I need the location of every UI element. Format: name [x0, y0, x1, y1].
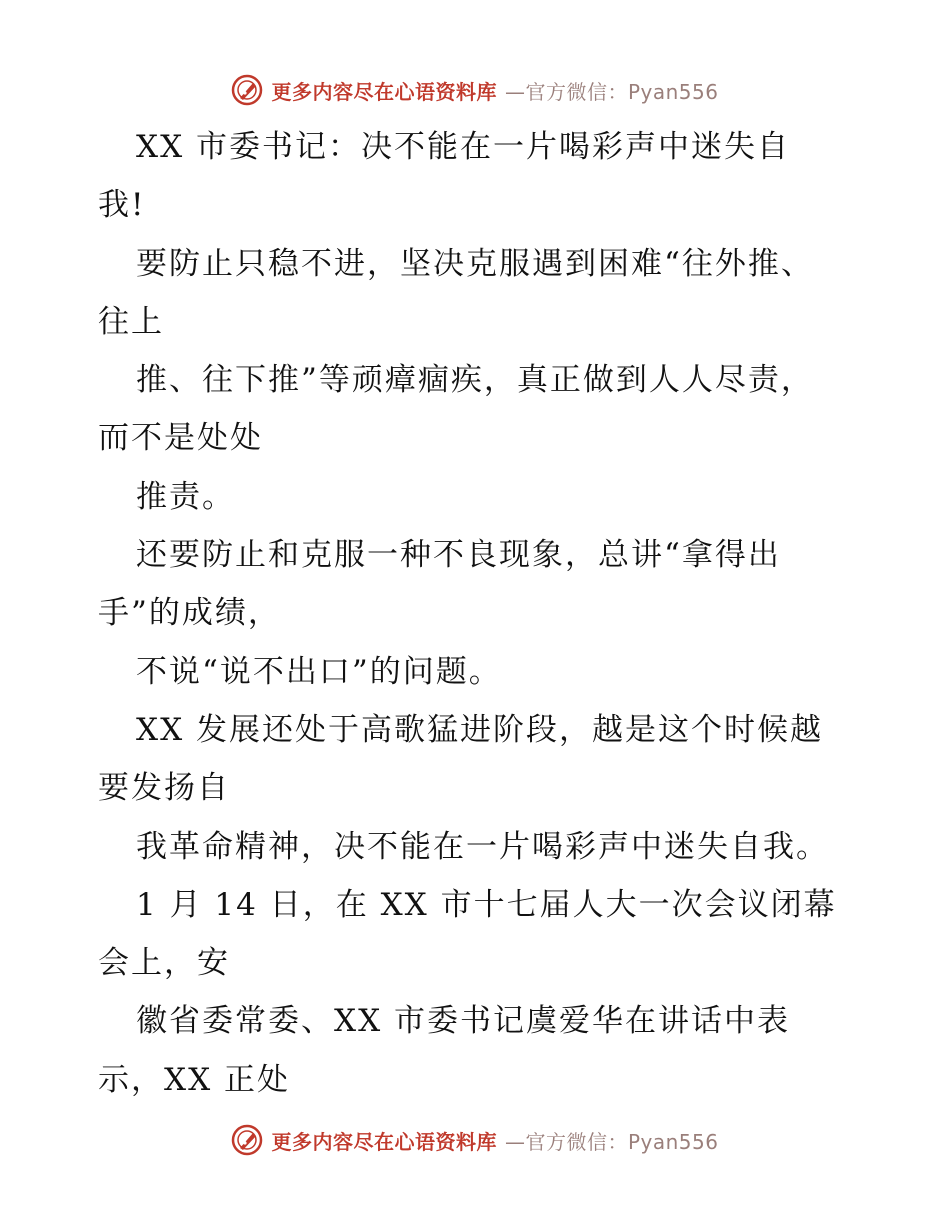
- pen-nib-logo-icon: [231, 1124, 263, 1156]
- footer-banner: [0, 1120, 950, 1160]
- text-line: XX 市委书记：决不能在一片喝彩声中迷失自: [136, 129, 790, 165]
- text-line: 要防止只稳不进，坚决克服遇到困难“往外推、: [136, 245, 814, 282]
- text-line: 我!: [98, 187, 146, 224]
- header-banner: [0, 70, 950, 110]
- text-line: 手”的成绩，: [98, 595, 281, 632]
- text-line: XX 发展还处于高歌猛进阶段，越是这个时候越: [136, 711, 823, 748]
- text-line: 会上，安: [98, 945, 230, 982]
- text-line: 1 月 14 日，在 XX 市十七届人大一次会议闭幕: [136, 886, 837, 923]
- banner-title: 更多内容尽在心语资料库: [271, 1129, 497, 1154]
- pen-nib-logo-icon: [231, 74, 263, 106]
- text-line: 我革命精神，决不能在一片喝彩声中迷失自我。: [136, 828, 829, 865]
- text-line: 徽省委常委、XX 市委书记虞爱华在讲话中表: [136, 1003, 790, 1040]
- text-line: 要发扬自: [98, 770, 230, 807]
- text-line: 推责。: [136, 478, 235, 515]
- text-line: 不说“说不出口”的问题。: [136, 653, 502, 690]
- banner-title: 更多内容尽在心语资料库: [271, 79, 497, 104]
- banner-wechat: —官方微信：Pyan556: [504, 1129, 719, 1154]
- document-body: [98, 118, 858, 1109]
- text-line: 而不是处处: [98, 420, 263, 457]
- text-line: 往上: [98, 303, 164, 340]
- text-line: 还要防止和克服一种不良现象，总讲“拿得出: [136, 537, 781, 574]
- banner-wechat: —官方微信：Pyan556: [504, 79, 719, 104]
- text-line: 示，XX 正处: [98, 1061, 290, 1098]
- text-line: 推、往下推”等顽瘴痼疾，真正做到人人尽责，: [136, 362, 814, 399]
